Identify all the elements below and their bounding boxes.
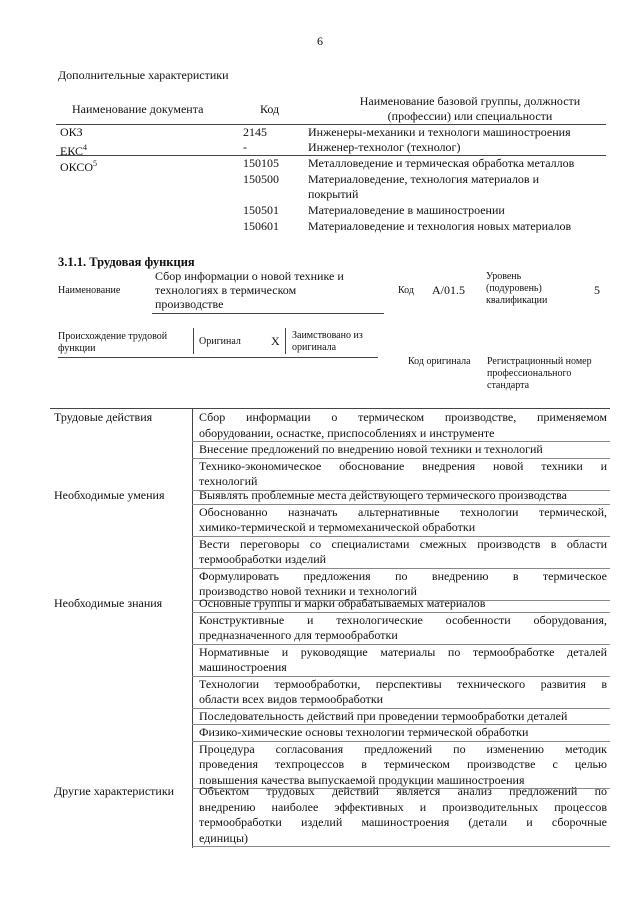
skills-label: Необходимые умения — [54, 488, 165, 502]
group-name-cell: Материаловедение и технология новых материалов — [308, 219, 572, 233]
knowledge-item: Процедура согласования предложений по изменению методик проведения техпроцессов в термическом производстве с целью повышения качества выпускаемой продукции машиностроения — [199, 741, 607, 787]
skills-item: Формулировать предложения по внедрению в термическое производство новой техники и технологий — [199, 568, 607, 598]
group-name-cell: Материаловедение, технология материалов и покрытий — [308, 172, 540, 201]
skills-item: Вести переговоры со специалистами смежных производств в области термообработки изделий — [199, 536, 607, 566]
code-value: A/01.5 — [432, 283, 465, 297]
header-group-line2: (профессии) или специальности — [387, 109, 553, 123]
doc-cell: ЕКС$^4$ — [60, 143, 88, 158]
group-name-cell: Инженеры-механики и технологи машиностроения — [308, 125, 571, 139]
group-name-cell: Металловедение и термическая обработка металлов — [308, 156, 575, 170]
knowledge-item: Физико-химические основы технологии термической обработки — [199, 725, 529, 739]
code-cell: - — [243, 140, 247, 154]
code-cell: 150500 — [243, 172, 279, 186]
group-name-cell: Материаловедение в машиностроении — [308, 203, 505, 217]
original-mark: X — [271, 334, 280, 348]
code-cell: 2145 — [243, 125, 267, 139]
origin-label: Происхождение трудовой функции — [58, 331, 168, 354]
original-label: Оригинал — [199, 336, 241, 347]
actions-item: Технико-экономическое обоснование внедрения новой техники и технологий — [199, 458, 607, 488]
knowledge-item: Технологии термообработки, перспективы технического развития в области всех видов термообработки — [199, 676, 607, 706]
origin-code-label: Код оригинала — [408, 356, 471, 367]
actions-label: Трудовые действия — [54, 410, 153, 424]
skills-item: Выявлять проблемные места действующего термического производства — [199, 488, 567, 502]
skills-item: Обоснованно назначать альтернативные технологии термической, химико-термической и термомеханической обработки — [199, 504, 607, 534]
actions-item: Сбор информации о термическом производстве, применяемом оборудовании, оснастке, приспособлениях и инструменте — [199, 410, 607, 440]
table-column-divider — [192, 408, 193, 848]
header-group-line1: Наименование базовой группы, должности — [359, 94, 581, 108]
code-label: Код — [398, 285, 414, 296]
level-value: 5 — [594, 283, 600, 297]
doc-cell: ОКЗ — [60, 125, 83, 139]
header-code: Код — [260, 102, 280, 116]
code-cell: 150601 — [243, 219, 279, 233]
knowledge-item: Нормативные и руководящие материалы по термообработке деталей машиностроения — [199, 644, 607, 674]
section-title: 3.1.1. Трудовая функция — [58, 255, 195, 269]
knowledge-item: Основные группы и марки обрабатываемых материалов — [199, 596, 486, 610]
header-document-name: Наименование документа — [72, 102, 204, 116]
group-name-cell: Инженер-технолог (технолог) — [308, 140, 461, 154]
footnote-marker: 4 — [83, 143, 88, 152]
function-name: Сбор информации о новой технике и технологиях в термическом производстве — [155, 269, 344, 311]
other-label: Другие характеристики — [54, 784, 175, 798]
footnote-marker: 5 — [93, 159, 98, 168]
code-cell: 150501 — [243, 203, 279, 217]
reg-number-label: Регистрационный номер профессионального стандарта — [487, 356, 592, 391]
name-label: Наименование — [58, 285, 121, 296]
code-cell: 150105 — [243, 156, 279, 170]
level-label: Уровень (подуровень) квалификации — [486, 271, 548, 306]
other-item: Объектом трудовых действий является анализ предложений по внедрению наиболее эффективных и производительных процессов термообработки изделий машиностроения (детали и сборочные единицы) — [199, 784, 607, 845]
knowledge-item: Конструктивные и технологические особенности оборудования, предназначенного для термообработки — [199, 612, 607, 642]
name-underline — [152, 313, 384, 314]
doc-cell: ОКСО$^5$ — [60, 159, 98, 174]
page-number: 6 — [317, 34, 323, 48]
knowledge-label: Необходимые знания — [54, 596, 163, 610]
knowledge-item: Последовательность действий при проведении термообработки деталей — [199, 708, 568, 723]
additional-characteristics-title: Дополнительные характеристики — [58, 68, 229, 82]
borrowed-label: Заимствовано из оригинала — [292, 330, 363, 353]
actions-item: Внесение предложений по внедрению новой техники и технологий — [199, 442, 543, 456]
